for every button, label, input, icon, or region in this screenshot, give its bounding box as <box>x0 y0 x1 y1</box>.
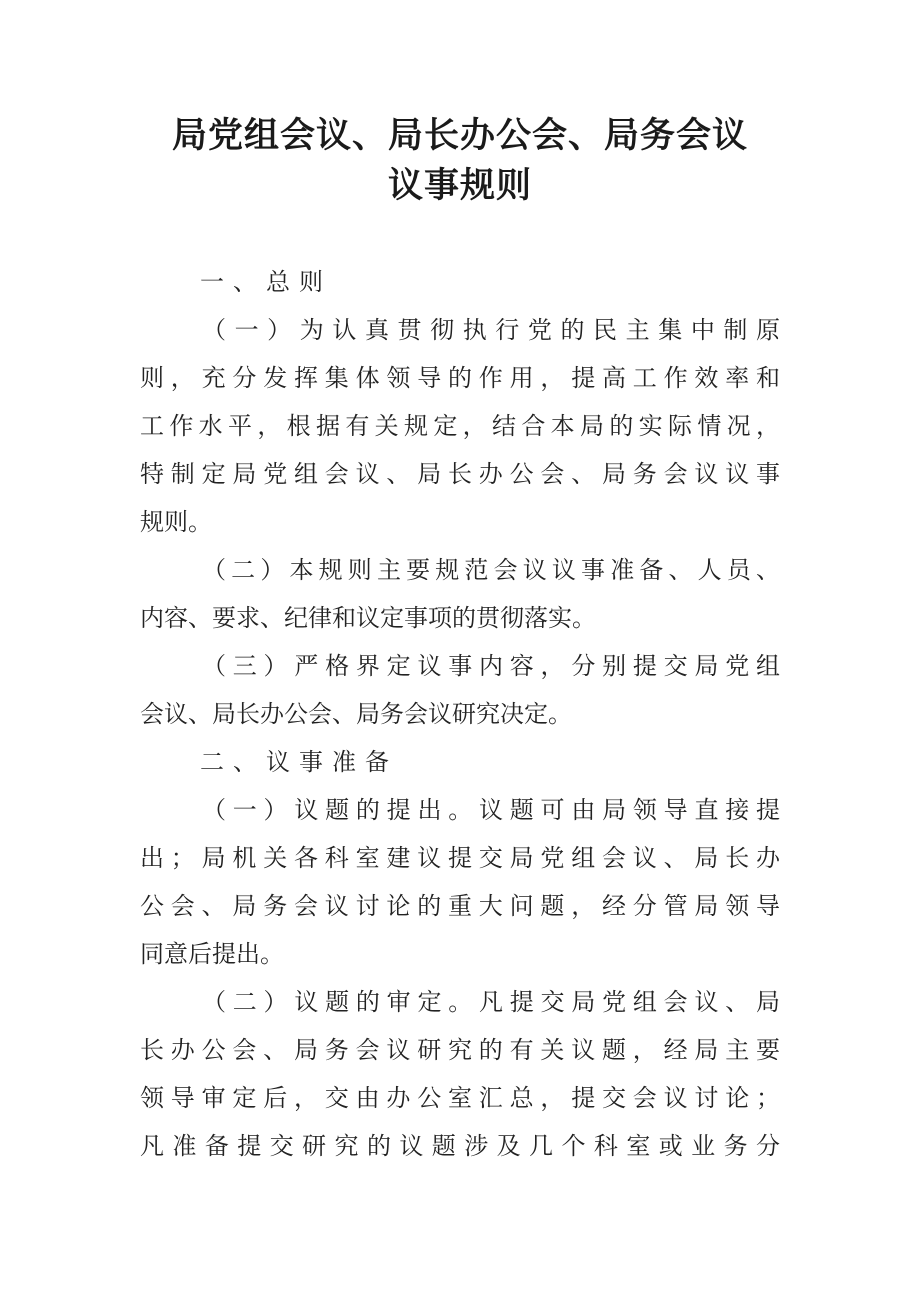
paragraph-line: （二）本规则主要规范会议议事准备、人员、 <box>202 556 780 584</box>
section-heading-general: 一、总则 <box>200 268 332 296</box>
paragraph-line: 公会、局务会议讨论的重大问题，经分管局领导 <box>140 892 780 920</box>
paragraph-line: 工作水平，根据有关规定，结合本局的实际情况， <box>140 412 780 440</box>
document-body <box>140 258 780 1170</box>
section-heading-preparation: 二、议事准备 <box>200 748 398 776</box>
document-title-line-1: 局党组会议、局长办公会、局务会议 <box>171 115 748 156</box>
paragraph-line: （一）为认真贯彻执行党的民主集中制原 <box>202 316 780 344</box>
paragraph-line: 出；局机关各科室建议提交局党组会议、局长办 <box>140 844 780 872</box>
paragraph-line: 则，充分发挥集体领导的作用，提高工作效率和 <box>140 364 780 392</box>
document-title-line-2: 议事规则 <box>387 165 532 206</box>
paragraph-line: 领导审定后，交由办公室汇总，提交会议讨论； <box>140 1084 780 1112</box>
paragraph-line: （一）议题的提出。议题可由局领导直接提 <box>202 796 780 824</box>
paragraph-line: 同意后提出。 <box>140 940 284 968</box>
paragraph-line: 凡准备提交研究的议题涉及几个科室或业务分 <box>140 1132 780 1160</box>
paragraph-line: 内容、要求、纪律和议定事项的贯彻落实。 <box>140 604 596 632</box>
paragraph-line: 规则。 <box>140 508 212 536</box>
paragraph-line: 会议、局长办公会、局务会议研究决定。 <box>140 700 572 728</box>
paragraph-line: （二）议题的审定。凡提交局党组会议、局 <box>202 988 780 1016</box>
paragraph-line: 特制定局党组会议、局长办公会、局务会议议事 <box>140 460 780 488</box>
paragraph-line: 长办公会、局务会议研究的有关议题，经局主要 <box>140 1036 780 1064</box>
paragraph-line: （三）严格界定议事内容，分别提交局党组 <box>202 652 780 680</box>
